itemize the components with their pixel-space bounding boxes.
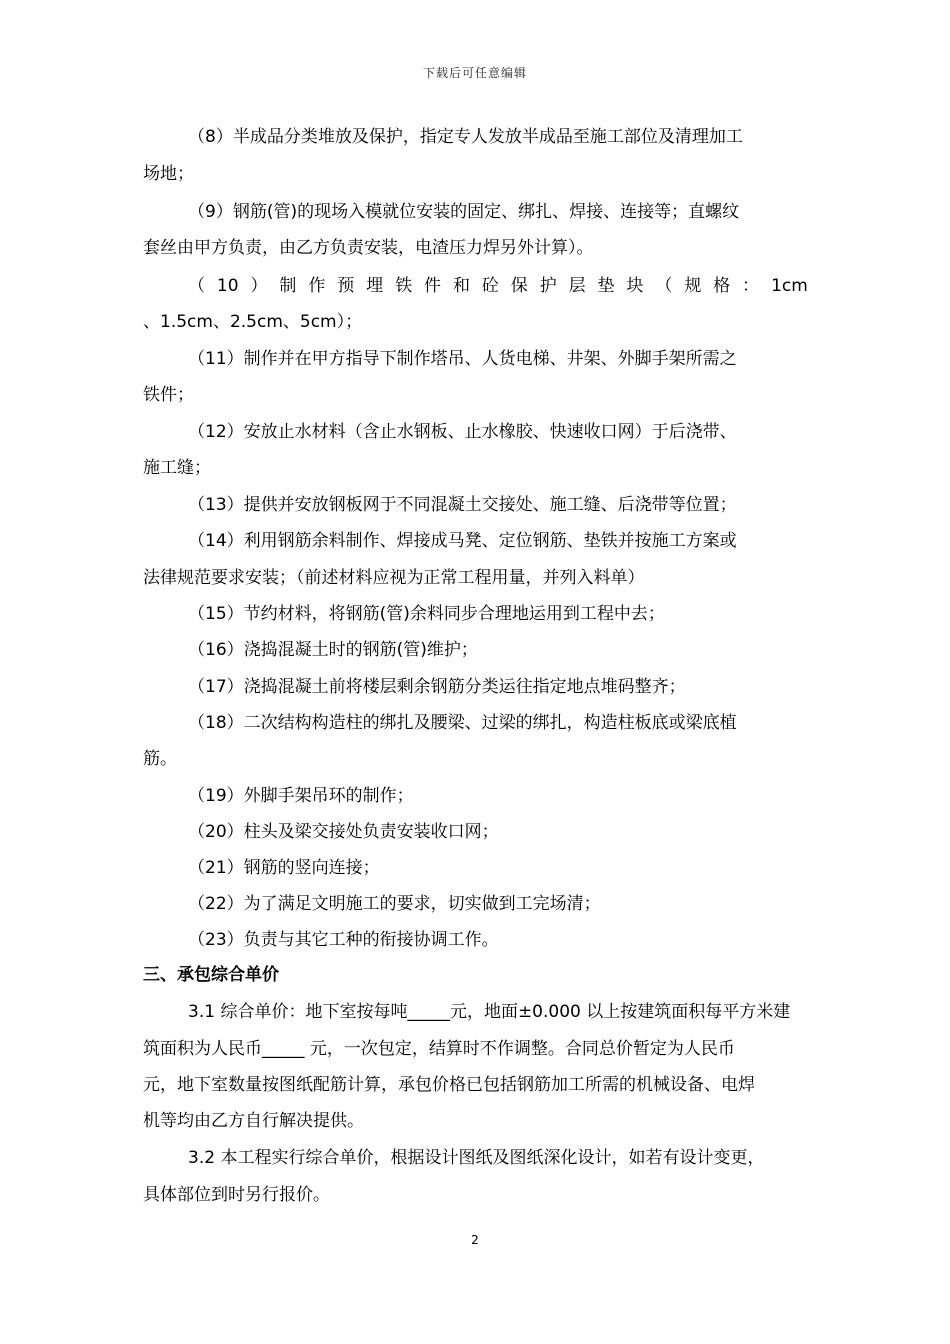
spread-token: 护 (539, 276, 557, 296)
paragraph-line-justified (188, 275, 808, 297)
paragraph-line: 场地； (143, 164, 194, 184)
spread-token: ： (742, 276, 760, 296)
spread-token: 保 (510, 276, 528, 296)
spread-token: （ (188, 276, 205, 296)
spread-token: 垫 (597, 276, 615, 296)
spread-token: 预 (337, 276, 355, 296)
spread-token: 埋 (366, 276, 384, 296)
paragraph-line: 具体部位到时另行报价。 (143, 1185, 330, 1205)
paragraph-line: （22）为了满足文明施工的要求，切实做到工完场清； (188, 894, 601, 914)
page-number: 2 (471, 1233, 479, 1247)
paragraph-line: （12）安放止水材料（含止水钢板、止水橡胶、快速收口网）于后浇带、 (188, 422, 737, 442)
paragraph-line: （16）浇捣混凝土时的钢筋(管)维护； (188, 640, 478, 660)
paragraph-line: 筋。 (143, 749, 177, 769)
spread-token: 规 (684, 276, 702, 296)
paragraph-line: （17）浇捣混凝土前将楼层剩余钢筋分类运往指定地点堆码整齐； (188, 677, 686, 697)
paragraph-line: （23）负责与其它工种的衔接协调工作。 (188, 930, 499, 950)
paragraph-line: （20）柱头及梁交接处负责安装收口网； (188, 822, 499, 842)
paragraph-line: （9）钢筋(管)的现场入模就位安装的固定、绑扎、焊接、连接等；直螺纹 (188, 202, 740, 222)
paragraph-line: 3.2 本工程实行综合单价，根据设计图纸及图纸深化设计，如若有设计变更， (188, 1148, 765, 1168)
spread-token: 格 (713, 276, 731, 296)
paragraph-line: 法律规范要求安装；（前述材料应视为正常工程用量，并列入料单） (143, 568, 645, 588)
spread-token: 块 (626, 276, 644, 296)
paragraph-line: 施工缝； (143, 458, 211, 478)
spread-token: 层 (568, 276, 586, 296)
paragraph-line: 元，地下室数量按图纸配筋计算，承包价格已包括钢筋加工所需的机械设备、电焊 (143, 1075, 755, 1095)
section-heading: 三、承包综合单价 (143, 965, 279, 985)
paragraph-line: 套丝由甲方负责，由乙方负责安装，电渣压力焊另外计算）。 (143, 238, 594, 258)
spread-token: 砼 (481, 276, 499, 296)
paragraph-line: （21）钢筋的竖向连接； (188, 858, 380, 878)
paragraph-line: （19）外脚手架吊环的制作； (188, 786, 414, 806)
paragraph-line: 铁件； (143, 385, 194, 405)
spread-token: 和 (452, 276, 470, 296)
spread-token: （ (655, 276, 673, 296)
spread-token: 10 (216, 276, 239, 296)
paragraph-line: （11）制作并在甲方指导下制作塔吊、人货电梯、井架、外脚手架所需之 (188, 349, 737, 369)
paragraph-line: （18）二次结构构造柱的绑扎及腰梁、过梁的绑扎，构造柱板底或梁底植 (188, 713, 737, 733)
spread-token: 件 (424, 276, 442, 296)
spread-token: 1cm (771, 276, 808, 296)
paragraph-line: （8）半成品分类堆放及保护，指定专人发放半成品至施工部位及清理加工 (188, 127, 743, 147)
paragraph-line: 机等均由乙方自行解决提供。 (143, 1111, 364, 1131)
spread-token: ） (250, 276, 268, 296)
paragraph-line: （15）节约材料，将钢筋(管)余料同步合理地运用到工程中去； (188, 604, 665, 624)
paragraph-line: 3.1 综合单价：地下室按每吨_____元，地面±0.000 以上按建筑面积每平方米建 (188, 1002, 791, 1022)
paragraph-line: 、1.5cm、2.5cm、5cm）； (143, 312, 363, 332)
page-header: 下载后可任意编辑 (422, 66, 527, 80)
spread-token: 作 (308, 276, 326, 296)
spread-token: 制 (279, 276, 297, 296)
paragraph-line: （13）提供并安放钢板网于不同混凝土交接处、施工缝、后浇带等位置； (188, 495, 737, 515)
paragraph-line: 筑面积为人民币_____ 元，一次包定，结算时不作调整。合同总价暂定为人民币 (143, 1039, 735, 1059)
spread-token: 铁 (395, 276, 413, 296)
paragraph-line: （14）利用钢筋余料制作、焊接成马凳、定位钢筋、垫铁并按施工方案或 (188, 531, 737, 551)
